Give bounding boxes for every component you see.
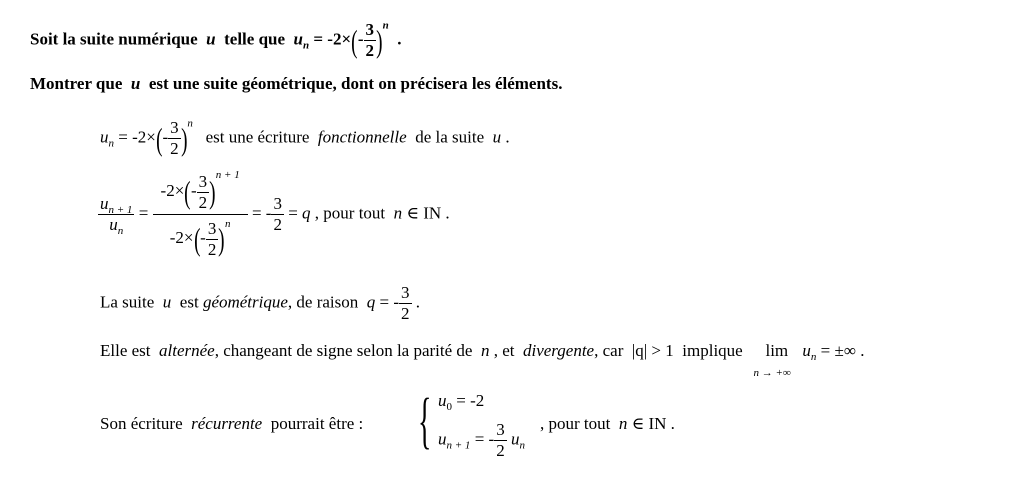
statement-intro: Soit la suite numérique: [30, 29, 198, 49]
geometric-q: q: [366, 292, 376, 312]
geometric-num: 3: [401, 283, 410, 302]
alternating-n: n: [480, 341, 490, 360]
alternating-line: [100, 341, 865, 379]
paren-right: ): [376, 22, 383, 59]
functional-kind: fonctionnelle: [317, 127, 407, 147]
ratio-left-fraction: [98, 194, 134, 235]
recurrent-fraction: [494, 420, 507, 461]
alternating-absq: |q| > 1: [631, 341, 674, 360]
statement-eq: = -2×: [313, 29, 352, 49]
functional-den: 2: [170, 139, 179, 158]
paren-right: ): [180, 120, 188, 157]
ratio-q: q: [302, 203, 311, 223]
functional-end: .: [505, 127, 510, 147]
ratio-n: n: [117, 225, 124, 237]
functional-text2: de la suite: [415, 127, 485, 147]
limit-label: lim: [765, 341, 789, 360]
functional-var: u: [492, 127, 502, 147]
ratio-u-top: u: [100, 194, 109, 213]
recurrent-den: 2: [496, 441, 505, 460]
ratio-bot-m2: -2×: [169, 228, 194, 247]
ratio-bot-den: 2: [207, 239, 217, 259]
geometric-den: 2: [401, 304, 410, 323]
recurrent-num: 3: [496, 420, 505, 439]
ratio-eq3: =: [288, 203, 298, 223]
recurrent-eq1: = -: [474, 429, 495, 449]
statement-fraction: [364, 20, 377, 61]
ratio-u-bot: u: [109, 215, 118, 234]
recurrent-text1: Son écriture: [100, 414, 183, 433]
recurrent-n: n: [519, 439, 525, 452]
recurrent-text2: pourrait être :: [270, 414, 364, 433]
ratio-top-den: 2: [198, 192, 208, 212]
question-var: u: [130, 74, 141, 93]
recurrent-kind: récurrente: [191, 414, 263, 433]
functional-index: n: [108, 137, 114, 150]
ratio-line: [98, 168, 450, 261]
functional-eq: = -2×: [118, 127, 156, 147]
statement-var: u: [206, 29, 216, 49]
paren-left: (: [193, 221, 201, 258]
ratio-top-exp: n + 1: [215, 169, 240, 181]
ratio-in: ∈ IN .: [406, 203, 450, 223]
ratio-q-fraction: [271, 194, 284, 235]
ratio-nvar: n: [393, 203, 403, 223]
recurrent-in: ∈ IN .: [631, 414, 675, 433]
ratio-top-fraction: [197, 172, 210, 213]
geometric-text3: , de raison: [287, 292, 359, 312]
statement-exp: n: [382, 19, 389, 32]
ratio-bot-num: 3: [207, 218, 217, 238]
recurrent-u1: u: [438, 429, 447, 449]
brace: {: [418, 387, 432, 455]
geometric-eq: = -: [379, 292, 400, 312]
alternating-text1: Elle est: [100, 341, 151, 360]
recurrent-text3: , pour tout: [540, 414, 611, 433]
geometric-text1: La suite: [100, 292, 155, 312]
limit-block: [753, 341, 798, 379]
functional-exp: n: [187, 117, 193, 130]
alternating-text5: implique: [682, 341, 743, 360]
statement-un-index: n: [303, 39, 310, 52]
geometric-text2: est: [179, 292, 199, 312]
geometric-var: u: [162, 292, 172, 312]
ratio-top-m2: -2×: [160, 181, 185, 200]
recurrent-zero: 0: [446, 401, 452, 413]
statement-end: .: [397, 29, 402, 49]
geometric-kind: géométrique: [202, 292, 288, 312]
functional-num: 3: [170, 118, 179, 137]
alternating-text2: , changeant de signe selon la parité de: [214, 341, 473, 360]
statement-num: 3: [365, 20, 374, 39]
ratio-bot-minus: -: [200, 228, 206, 247]
geometric-fraction: [399, 283, 412, 324]
recurrent-text: [100, 414, 363, 434]
recurrent-eq0: = -2: [456, 391, 485, 410]
ratio-bot-exp: n: [224, 218, 231, 230]
recurrent-u0: u: [438, 391, 447, 410]
ratio-top-num: 3: [198, 171, 208, 191]
ratio-eq: =: [138, 203, 149, 223]
paren-left: (: [184, 174, 191, 211]
statement-telle: telle que: [224, 29, 286, 49]
recurrent-tail: [540, 414, 675, 434]
ratio-den2: 2: [273, 215, 282, 234]
recurrent-n1: n + 1: [446, 439, 471, 452]
functional-line: [100, 118, 510, 159]
recurrent-un: u: [510, 429, 520, 449]
ratio-eq2: = -: [251, 203, 272, 223]
ratio-bot-fraction: [206, 219, 219, 260]
functional-minus: -: [162, 127, 169, 147]
alternating-text4: , car: [594, 341, 624, 360]
statement-line: [30, 20, 402, 61]
paren-left: (: [351, 22, 358, 59]
ratio-num2: 3: [273, 194, 282, 213]
ratio-n1: n + 1: [108, 204, 133, 216]
paren-right: ): [218, 221, 225, 258]
question-text2: est une suite géométrique, dont on précisera les éléments.: [148, 74, 563, 93]
paren-left: (: [155, 120, 163, 157]
alternating-un: n: [810, 351, 817, 363]
alternating-u: u: [802, 341, 811, 360]
question-text1: Montrer que: [30, 74, 123, 93]
paren-right: ): [209, 174, 216, 211]
alternating-result: = ±∞ .: [820, 341, 865, 360]
statement-den: 2: [365, 41, 374, 60]
functional-text1: est une écriture: [205, 127, 310, 147]
recurrent-un1-line: [438, 420, 525, 461]
functional-u: u: [100, 127, 109, 147]
statement-un: u: [293, 29, 303, 49]
recurrent-u0-line: [438, 391, 484, 411]
recurrent-nvar: n: [618, 414, 628, 433]
ratio-text: , pour tout: [314, 203, 386, 223]
alternating-kind1: alternée: [159, 341, 215, 360]
geometric-end: .: [415, 292, 421, 312]
alternating-kind2: divergente: [522, 341, 595, 360]
ratio-top-minus: -: [190, 181, 197, 200]
geometric-line: [100, 283, 420, 324]
functional-fraction: [168, 118, 181, 159]
ratio-big-fraction: [153, 168, 248, 261]
alternating-text3: , et: [493, 341, 515, 360]
question-line: [30, 74, 562, 94]
limit-sub: n → +∞: [753, 367, 791, 379]
statement-minus: -: [357, 29, 364, 49]
